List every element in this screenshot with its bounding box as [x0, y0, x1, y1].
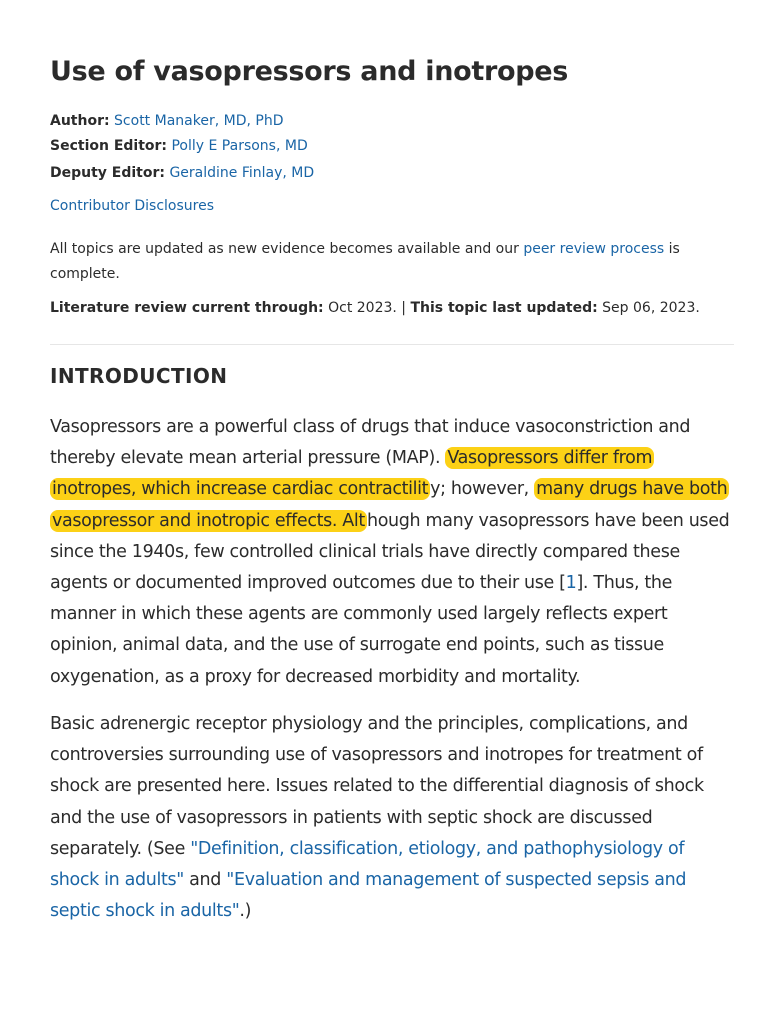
notice-text-after: is complete.	[50, 241, 680, 282]
deputy-editor-link[interactable]: Geraldine Finlay, MD	[169, 165, 315, 181]
shock-definition-topic-link[interactable]: "Definition, classification, etiology, and pathophysiology of shock in adults"	[50, 838, 685, 891]
last-updated-value: Sep 06, 2023.	[597, 300, 700, 316]
deputy-editor-line	[50, 164, 314, 182]
highlight-2[interactable]: many drugs have both vasopressor and inotropic effects. Alt	[52, 479, 728, 531]
author-label: Author:	[50, 113, 110, 129]
p2-text-1: Basic adrenergic receptor physiology and the principles, complications, and controversies surrounding use of vasopressors and inotropes for treatment of shock are presented here. Issues related to the differential diagnosis of shock and the use of vasopressors in patients with septic shock are discussed separately. (See	[50, 714, 704, 859]
header-divider	[50, 344, 734, 345]
update-notice	[50, 237, 734, 287]
section-editor-label: Section Editor:	[50, 138, 168, 154]
section-editor-line	[50, 137, 308, 155]
sepsis-management-topic-link[interactable]: "Evaluation and management of suspected sepsis and septic shock in adults"	[50, 870, 687, 922]
reference-link-1[interactable]: 1	[565, 573, 577, 594]
section-heading: INTRODUCTION	[50, 364, 228, 388]
literature-review-label: Literature review current through:	[50, 300, 324, 316]
p1-text-4: ]. Thus, the manner in which these agents are commonly used largely reflects expert opinion, animal data, and the use of surrogate end points, such as tissue oxygenation, as a proxy for decreased morbidity and mortality.	[50, 573, 673, 687]
contributor-disclosures-line	[50, 197, 214, 215]
author-link[interactable]: Scott Manaker, MD, PhD	[114, 113, 284, 129]
highlight-1[interactable]: Vasopressors differ from inotropes, which increase cardiac contractilit	[52, 448, 653, 500]
p2-text-2: and	[183, 870, 227, 891]
author-line	[50, 112, 283, 130]
p1-text-1: Vasopressors are a powerful class of drugs that induce vasoconstriction and thereby elevate mean arterial pressure (MAP).	[50, 417, 691, 469]
contributor-disclosures-link[interactable]: Contributor Disclosures	[50, 198, 215, 214]
intro-paragraph-1	[50, 412, 734, 693]
literature-review-value: Oct 2023. |	[323, 300, 411, 316]
p1-text-3: hough many vasopressors have been used since the 1940s, few controlled clinical trials have directly compared these agents or documented improved outcomes due to their use [	[50, 510, 730, 594]
deputy-editor-label: Deputy Editor:	[50, 165, 165, 181]
last-updated-label: This topic last updated:	[410, 300, 598, 316]
notice-text-before: All topics are updated as new evidence becomes available and our	[50, 241, 524, 257]
section-editor-link[interactable]: Polly E Parsons, MD	[171, 138, 308, 154]
review-dates	[50, 296, 700, 320]
intro-paragraph-2	[50, 709, 734, 927]
peer-review-process-link[interactable]: peer review process	[523, 241, 665, 257]
page-title: Use of vasopressors and inotropes	[50, 56, 569, 87]
p1-text-2: y; however,	[430, 479, 535, 500]
p2-text-3: .)	[239, 901, 252, 922]
